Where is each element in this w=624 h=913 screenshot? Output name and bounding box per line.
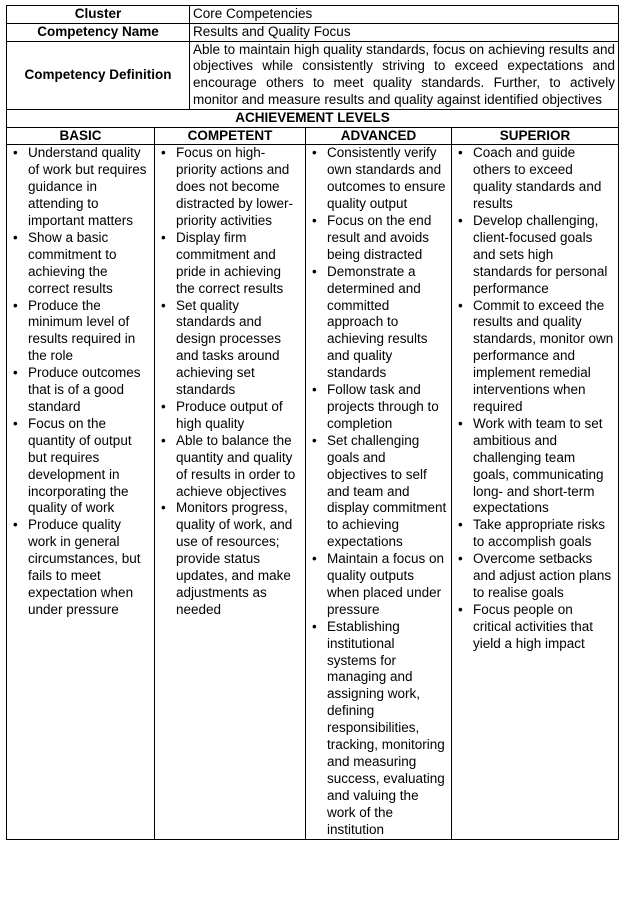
achievement-levels-title: ACHIEVEMENT LEVELS xyxy=(7,109,619,127)
list-item: • Establishing institutional systems for managing and assigning work, defining responsibilities, tracking, monitoring and measuring success, evaluating and valuing the work of the institution xyxy=(308,619,447,839)
level-content-row xyxy=(7,145,619,839)
basic-column xyxy=(7,145,155,839)
list-item: • Set quality standards and design processes and tasks around achieving set standards xyxy=(157,298,301,399)
list-item: • Demonstrate a determined and committed approach to achieving results and quality standards xyxy=(308,264,447,382)
list-item: • Focus on the quantity of output but requires development in incorporating the quality of work xyxy=(9,416,150,517)
list-item: • Work with team to set ambitious and challenging team goals, communicating long- and short-term expectations xyxy=(454,416,614,517)
level-title-competent: COMPETENT xyxy=(155,127,306,145)
competent-column xyxy=(155,145,306,839)
list-item: • Produce outcomes that is of a good standard xyxy=(9,365,150,416)
list-item: • Coach and guide others to exceed quality standards and results xyxy=(454,145,614,213)
list-item: • Follow task and projects through to completion xyxy=(308,382,447,433)
list-item: • Produce output of high quality xyxy=(157,399,301,433)
cluster-row xyxy=(7,6,619,24)
cluster-value: Core Competencies xyxy=(190,6,619,24)
advanced-column xyxy=(306,145,452,839)
level-title-advanced: ADVANCED xyxy=(306,127,452,145)
superior-list xyxy=(454,145,614,652)
list-item: • Show a basic commitment to achieving the correct results xyxy=(9,230,150,298)
level-title-superior: SUPERIOR xyxy=(452,127,619,145)
achievement-levels-table xyxy=(6,109,619,840)
list-item: • Produce quality work in general circumstances, but fails to meet expectation when under pressure xyxy=(9,517,150,618)
list-item: • Monitors progress, quality of work, and use of resources; provide status updates, and make adjustments as needed xyxy=(157,500,301,618)
list-item: • Focus on the end result and avoids being distracted xyxy=(308,213,447,264)
list-item: • Develop challenging, client-focused goals and sets high standards for personal performance xyxy=(454,213,614,298)
list-item: • Understand quality of work but requires guidance in attending to important matters xyxy=(9,145,150,230)
list-item: • Take appropriate risks to accomplish goals xyxy=(454,517,614,551)
competency-header-table xyxy=(6,5,619,110)
competency-definition-row xyxy=(7,41,619,109)
competency-name-label: Competency Name xyxy=(7,23,190,41)
level-title-row xyxy=(7,127,619,145)
list-item: • Display firm commitment and pride in achieving the correct results xyxy=(157,230,301,298)
list-item: • Able to balance the quantity and quality of results in order to achieve objectives xyxy=(157,433,301,501)
cluster-label: Cluster xyxy=(7,6,190,24)
list-item: • Maintain a focus on quality outputs when placed under pressure xyxy=(308,551,447,619)
list-item: • Produce the minimum level of results required in the role xyxy=(9,298,150,366)
list-item: • Focus people on critical activities that yield a high impact xyxy=(454,602,614,653)
list-item: • Focus on high-priority actions and does not become distracted by lower-priority activities xyxy=(157,145,301,230)
achievement-title-row xyxy=(7,109,619,127)
competent-list xyxy=(157,145,301,618)
list-item: • Consistently verify own standards and outcomes to ensure quality output xyxy=(308,145,447,213)
basic-list xyxy=(9,145,150,618)
competency-definition-value: Able to maintain high quality standards, focus on achieving results and objectives while consistently striving to exceed expectations and encourage others to meet quality standards. Further, to actively monitor and measure results and quality against identified objectives xyxy=(190,41,619,109)
list-item: • Overcome setbacks and adjust action plans to realise goals xyxy=(454,551,614,602)
level-title-basic: BASIC xyxy=(7,127,155,145)
superior-column xyxy=(452,145,619,839)
advanced-list xyxy=(308,145,447,838)
competency-definition-label: Competency Definition xyxy=(7,41,190,109)
competency-document xyxy=(6,5,618,840)
competency-name-row xyxy=(7,23,619,41)
list-item: • Commit to exceed the results and quality standards, monitor own performance and implement remedial interventions when required xyxy=(454,298,614,416)
competency-name-value: Results and Quality Focus xyxy=(190,23,619,41)
list-item: • Set challenging goals and objectives to self and team and display commitment to achieving expectations xyxy=(308,433,447,551)
